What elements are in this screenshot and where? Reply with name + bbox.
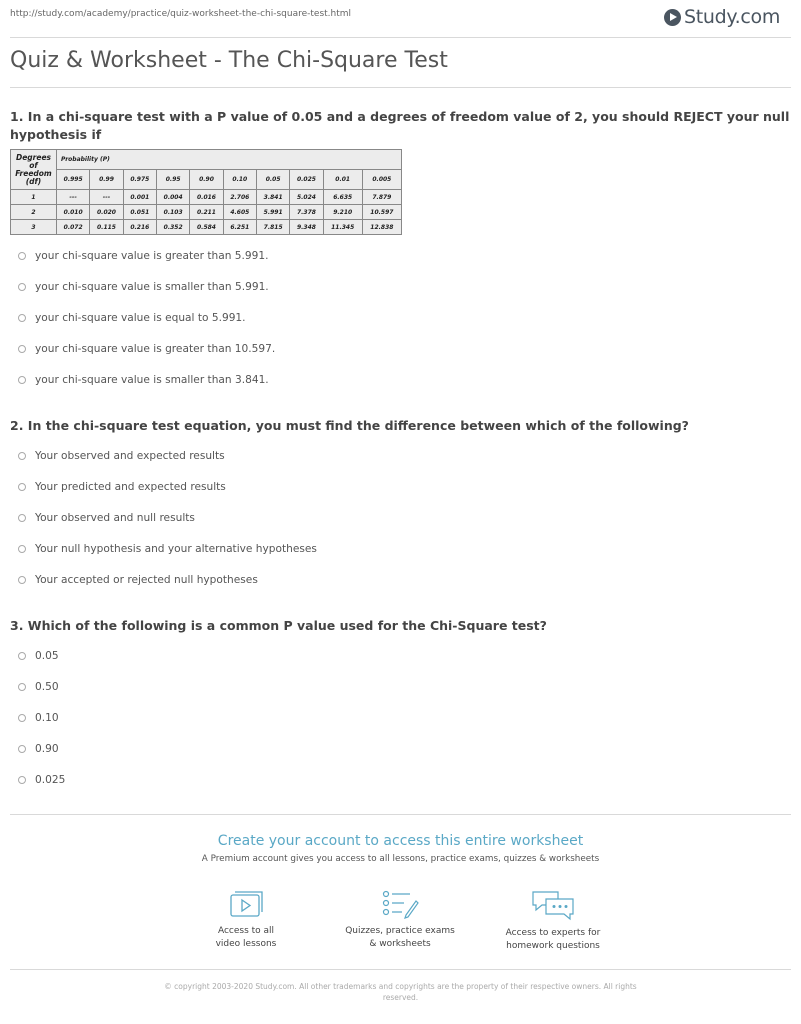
table-cell: 0.016 xyxy=(190,190,223,205)
cta-subtitle: A Premium account gives you access to all lessons, practice exams, quizzes & worksheets xyxy=(201,854,600,864)
video-play-icon xyxy=(228,889,264,919)
feature-line: Quizzes, practice exams xyxy=(345,926,455,936)
table-cell: 7.879 xyxy=(362,190,401,205)
feature-line: homework questions xyxy=(506,941,600,951)
footer-divider xyxy=(10,969,791,970)
option-label: Your observed and expected results xyxy=(35,450,225,462)
answer-option[interactable] xyxy=(18,650,59,662)
option-label: 0.90 xyxy=(35,743,59,755)
table-cell: 0.115 xyxy=(90,220,123,235)
option-label: Your accepted or rejected null hypotheses xyxy=(35,574,258,586)
study-logo[interactable] xyxy=(664,6,780,28)
chat-bubbles-icon xyxy=(530,889,576,921)
header-divider xyxy=(10,37,791,38)
table-cell: 9.210 xyxy=(323,205,362,220)
table-p-value: 0.95 xyxy=(156,170,189,190)
checklist-icon xyxy=(380,889,420,919)
option-label: 0.10 xyxy=(35,712,59,724)
radio-button[interactable] xyxy=(18,483,26,491)
table-p-value: 0.005 xyxy=(362,170,401,190)
radio-button[interactable] xyxy=(18,514,26,522)
table-cell: 0.051 xyxy=(123,205,156,220)
radio-button[interactable] xyxy=(18,776,26,784)
table-p-value: 0.025 xyxy=(290,170,323,190)
table-cell: 0.072 xyxy=(57,220,90,235)
table-df-cell: 2 xyxy=(11,205,57,220)
table-p-value: 0.99 xyxy=(90,170,123,190)
table-cell: 5.024 xyxy=(290,190,323,205)
table-cell: 7.378 xyxy=(290,205,323,220)
table-cell: --- xyxy=(57,190,90,205)
radio-button[interactable] xyxy=(18,652,26,660)
table-df-cell: 3 xyxy=(11,220,57,235)
option-label: 0.025 xyxy=(35,774,66,786)
table-row xyxy=(11,220,402,235)
answer-option[interactable] xyxy=(18,250,268,262)
table-cell: 11.345 xyxy=(323,220,362,235)
table-cell: 2.706 xyxy=(223,190,256,205)
table-p-value: 0.10 xyxy=(223,170,256,190)
option-label: Your predicted and expected results xyxy=(35,481,226,493)
table-cell: 5.991 xyxy=(256,205,289,220)
table-p-value: 0.995 xyxy=(57,170,90,190)
answer-option[interactable] xyxy=(18,450,225,462)
table-cell: 9.348 xyxy=(290,220,323,235)
page-title: Quiz & Worksheet - The Chi-Square Test xyxy=(10,48,448,73)
table-cell: 10.597 xyxy=(362,205,401,220)
feature-line: video lessons xyxy=(215,939,277,949)
radio-button[interactable] xyxy=(18,345,26,353)
table-df-header: Degrees of Freedom (df) xyxy=(11,150,57,190)
answer-option[interactable] xyxy=(18,512,195,524)
table-df-cell: 1 xyxy=(11,190,57,205)
feature-experts xyxy=(473,889,633,953)
answer-option[interactable] xyxy=(18,681,59,693)
table-p-value: 0.01 xyxy=(323,170,362,190)
table-cell: 0.352 xyxy=(156,220,189,235)
cta-title[interactable]: Create your account to access this entire worksheet xyxy=(217,833,584,849)
table-p-value: 0.90 xyxy=(190,170,223,190)
question-2-text: 2. In the chi-square test equation, you must find the difference between which of the following? xyxy=(10,418,689,433)
table-cell: 4.605 xyxy=(223,205,256,220)
table-p-value: 0.975 xyxy=(123,170,156,190)
radio-button[interactable] xyxy=(18,714,26,722)
option-label: 0.50 xyxy=(35,681,59,693)
chi-square-table xyxy=(10,149,402,235)
answer-option[interactable] xyxy=(18,774,65,786)
table-cell: 0.020 xyxy=(90,205,123,220)
answer-option[interactable] xyxy=(18,281,269,293)
option-label: your chi-square value is greater than 5.991. xyxy=(35,250,269,262)
radio-button[interactable] xyxy=(18,683,26,691)
table-prob-header: Probability (P) xyxy=(57,150,402,170)
radio-button[interactable] xyxy=(18,376,26,384)
question-1-text: 1. In a chi-square test with a P value of 0.05 and a degrees of freedom value of 2, you should REJECT your null hypothesis if xyxy=(10,109,790,142)
title-divider xyxy=(10,87,791,88)
radio-button[interactable] xyxy=(18,314,26,322)
copyright-text: © copyright 2003-2020 Study.com. All other trademarks and copyrights are the property of their respective owners. All rights reserved. xyxy=(164,982,637,1002)
feature-quizzes xyxy=(320,889,480,951)
table-cell: 3.841 xyxy=(256,190,289,205)
table-cell: 0.010 xyxy=(57,205,90,220)
table-cell: 0.584 xyxy=(190,220,223,235)
answer-option[interactable] xyxy=(18,374,269,386)
table-cell: 0.103 xyxy=(156,205,189,220)
option-label: 0.05 xyxy=(35,650,59,662)
option-label: your chi-square value is smaller than 3.841. xyxy=(35,374,269,386)
answer-option[interactable] xyxy=(18,543,317,555)
option-label: your chi-square value is smaller than 5.991. xyxy=(35,281,269,293)
radio-button[interactable] xyxy=(18,252,26,260)
answer-option[interactable] xyxy=(18,312,246,324)
table-cell: 6.251 xyxy=(223,220,256,235)
radio-button[interactable] xyxy=(18,452,26,460)
option-label: your chi-square value is equal to 5.991. xyxy=(35,312,246,324)
table-p-value: 0.05 xyxy=(256,170,289,190)
answer-option[interactable] xyxy=(18,574,258,586)
answer-option[interactable] xyxy=(18,712,59,724)
table-cell: 6.635 xyxy=(323,190,362,205)
table-cell: 0.211 xyxy=(190,205,223,220)
table-cell: --- xyxy=(90,190,123,205)
table-cell: 0.001 xyxy=(123,190,156,205)
table-cell: 12.838 xyxy=(362,220,401,235)
cta-divider xyxy=(10,814,791,815)
radio-button[interactable] xyxy=(18,576,26,584)
table-cell: 0.004 xyxy=(156,190,189,205)
option-label: Your observed and null results xyxy=(35,512,195,524)
option-label: your chi-square value is greater than 10.597. xyxy=(35,343,276,355)
table-row xyxy=(11,190,402,205)
answer-option[interactable] xyxy=(18,343,275,355)
feature-line: & worksheets xyxy=(369,939,431,949)
feature-video-lessons xyxy=(166,889,326,951)
logo-text: Study.com xyxy=(684,6,781,28)
question-3-text: 3. Which of the following is a common P value used for the Chi-Square test? xyxy=(10,618,547,633)
table-cell: 7.815 xyxy=(256,220,289,235)
feature-line: Access to experts for xyxy=(505,928,601,938)
play-logo-icon xyxy=(664,9,681,26)
answer-option[interactable] xyxy=(18,743,59,755)
table-row xyxy=(11,205,402,220)
radio-button[interactable] xyxy=(18,745,26,753)
feature-line: Access to all xyxy=(217,926,275,936)
table-cell: 0.216 xyxy=(123,220,156,235)
answer-option[interactable] xyxy=(18,481,226,493)
radio-button[interactable] xyxy=(18,545,26,553)
page-url: http://study.com/academy/practice/quiz-worksheet-the-chi-square-test.html xyxy=(10,9,352,19)
option-label: Your null hypothesis and your alternative hypotheses xyxy=(35,543,317,555)
radio-button[interactable] xyxy=(18,283,26,291)
